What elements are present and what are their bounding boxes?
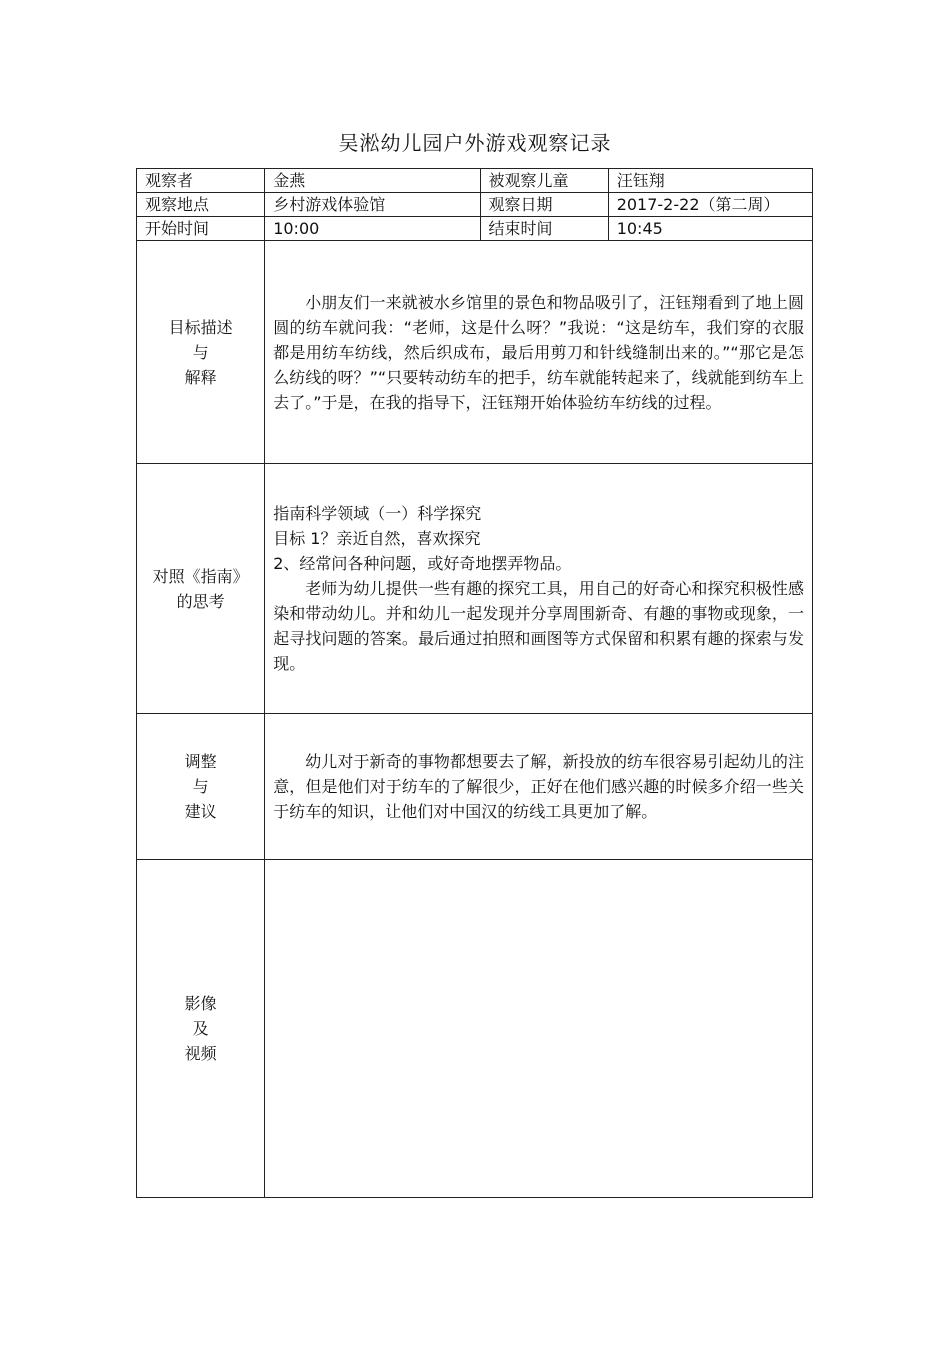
- section-media: [137, 860, 813, 1198]
- info-row-observer: [137, 169, 813, 193]
- observer-label: 观察者: [137, 169, 265, 193]
- guide-label: [137, 464, 265, 714]
- advice-text: 幼儿对于新奇的事物都想要去了解，新投放的纺车很容易引起幼儿的注意，但是他们对于纺车的了解很少，正好在他们感兴趣的时候多介绍一些关于纺车的知识，让他们对中国汉的纺线工具更加了解。: [273, 752, 804, 821]
- guide-line-1: 指南科学领域（一）科学探究: [273, 504, 482, 523]
- media-body: [265, 860, 813, 1198]
- advice-label-line: 调整: [184, 752, 217, 771]
- media-label-line: 及: [192, 1019, 209, 1038]
- date-label: 观察日期: [480, 193, 608, 217]
- section-advice: [137, 714, 813, 860]
- guide-label-line: 对照《指南》: [152, 566, 249, 586]
- goal-label: [137, 241, 265, 464]
- goal-body: [265, 241, 813, 464]
- goal-label-line: 解释: [184, 367, 217, 387]
- media-label: [137, 860, 265, 1198]
- guide-line-2: 目标 1？亲近自然，喜欢探究: [273, 529, 481, 548]
- advice-label: [137, 714, 265, 860]
- observation-table: [136, 168, 813, 1198]
- end-value: 10:45: [608, 217, 812, 241]
- info-row-time: [137, 217, 813, 241]
- advice-body: [265, 714, 813, 860]
- location-value: 乡村游戏体验馆: [265, 193, 480, 217]
- child-label: 被观察儿童: [480, 169, 608, 193]
- goal-label-line: 目标描述: [168, 317, 233, 337]
- section-guide: [137, 464, 813, 714]
- guide-text: 老师为幼儿提供一些有趣的探究工具，用自己的好奇心和探究积极性感染和带动幼儿。并和幼儿一起发现并分享周围新奇、有趣的事物或现象，一起寻找问题的答案。最后通过拍照和画图等方式保留和积累有趣的探索与发现。: [273, 579, 804, 673]
- guide-body: [265, 464, 813, 714]
- location-label: 观察地点: [137, 193, 265, 217]
- guide-label-line: 的思考: [176, 591, 225, 611]
- document-title: 吴淞幼儿园户外游戏观察记录: [338, 131, 612, 155]
- media-label-line: 视频: [184, 1044, 217, 1063]
- start-value: 10:00: [265, 217, 480, 241]
- advice-label-line: 与: [192, 777, 209, 796]
- goal-label-line: 与: [192, 342, 209, 362]
- media-label-line: 影像: [184, 994, 217, 1013]
- date-value: 2017-2-22（第二周）: [608, 193, 812, 217]
- goal-text: 小朋友们一来就被水乡馆里的景色和物品吸引了，汪钰翔看到了地上圆圆的纺车就问我：“老师，这是什么呀？”我说：“这是纺车，我们穿的衣服都是用纺车纺线，然后织成布，最后用剪刀和针线缝制出来的。”“那它是怎么纺线的呀？”“只要转动纺车的把手，纺车就能转起来了，线就能到纺车上去了。”于是，在我的指导下，汪钰翔开始体验纺车纺线的过程。: [273, 292, 804, 412]
- guide-line-3: 2、经常问各种问题，或好奇地摆弄物品。: [273, 554, 572, 573]
- advice-label-line: 建议: [184, 802, 217, 821]
- child-value: 汪钰翔: [608, 169, 812, 193]
- end-label: 结束时间: [480, 217, 608, 241]
- section-goal: [137, 241, 813, 464]
- info-row-location: [137, 193, 813, 217]
- start-label: 开始时间: [137, 217, 265, 241]
- observer-value: 金燕: [265, 169, 480, 193]
